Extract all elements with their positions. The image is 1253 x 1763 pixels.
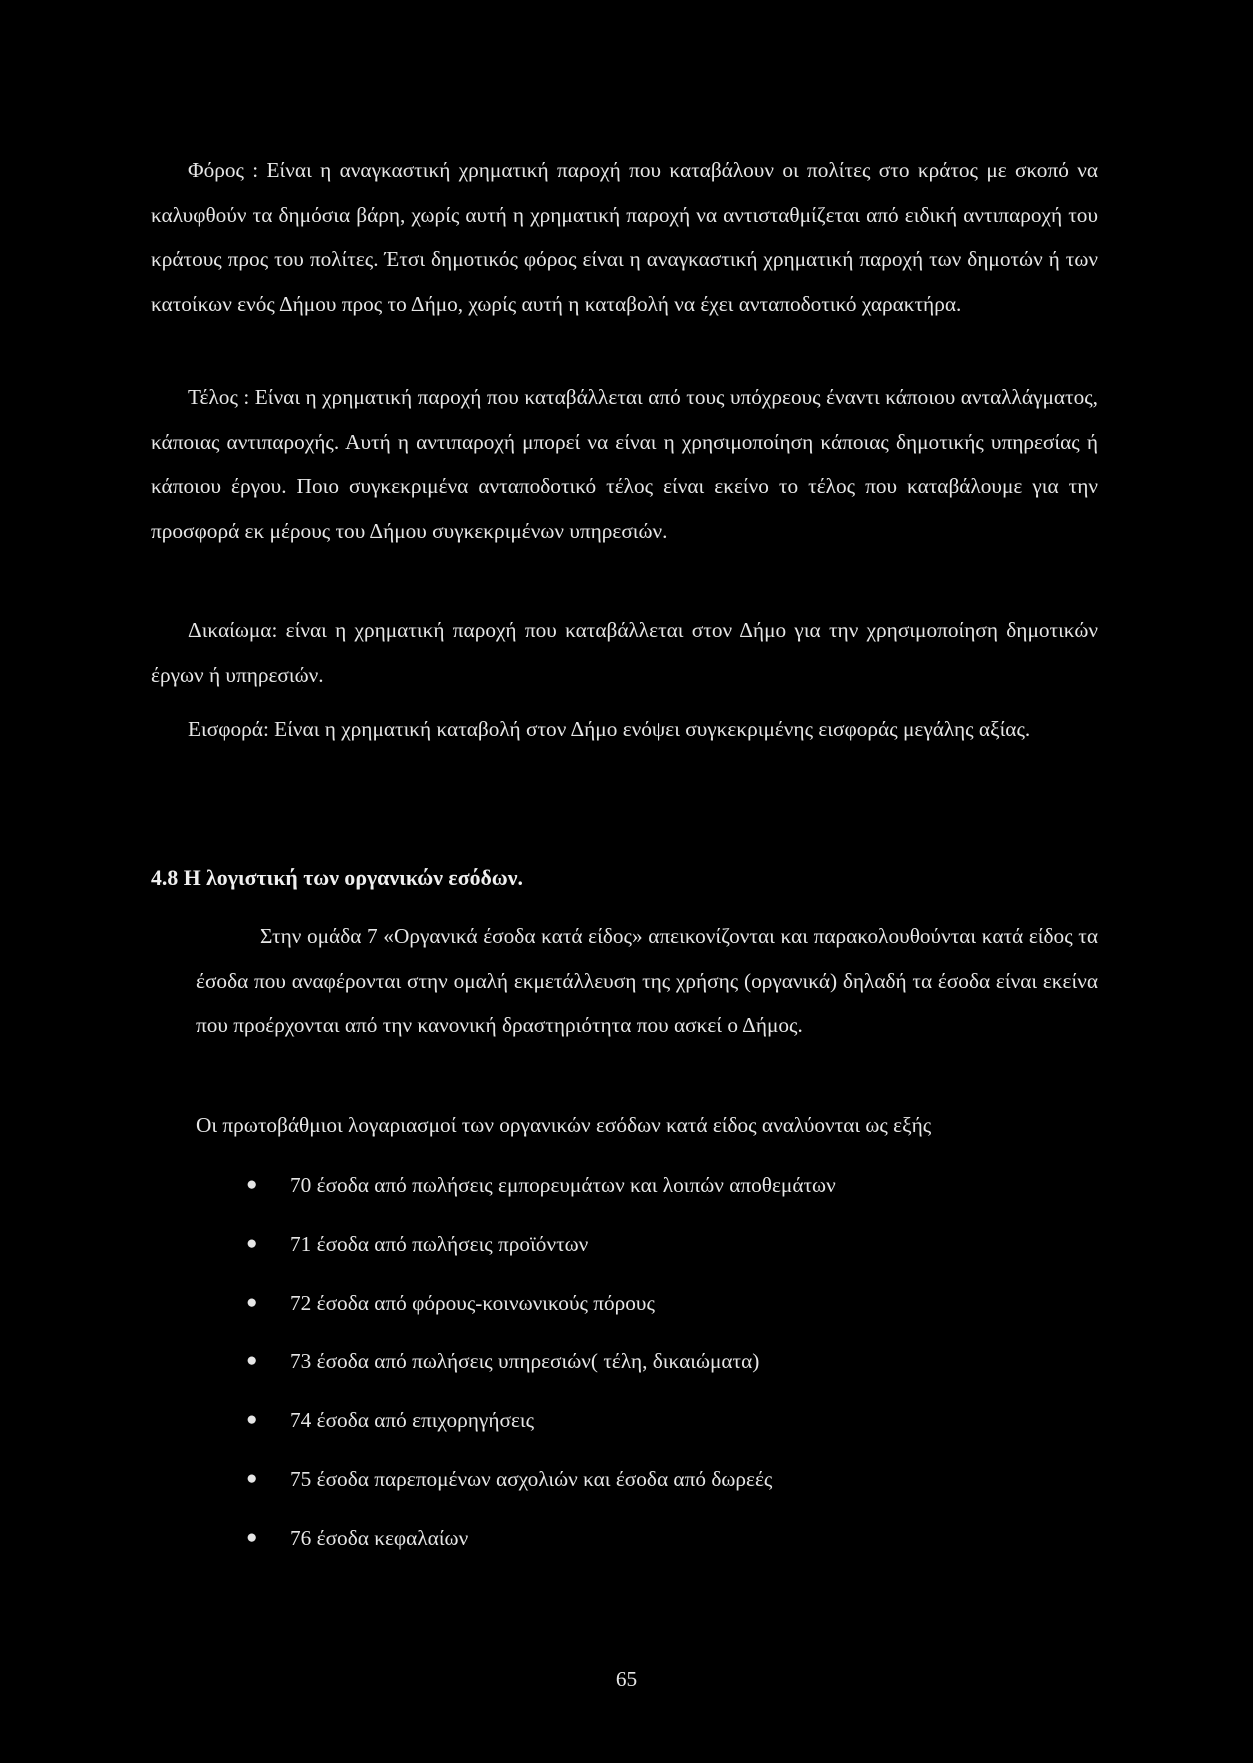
section-heading: 4.8 Η λογιστική των οργανικών εσόδων.: [151, 866, 523, 890]
paragraph-telos: Τέλος : Είναι η χρηματική παροχή που καταβάλλεται από τους υπόχρεους έναντι κάποιου ανταλλάγματος, κάποιας αντιπαροχής. Αυτή η αντιπαροχή μπορεί να είναι η χρησιμοποίηση κάποιας δημοτικής υπηρεσίας ή κάποιου έργου. Ποιο συγκεκριμένα ανταποδοτικό τέλος είναι εκείνο το τέλος που καταβάλουμε για την προσφορά εκ μέρους του Δήμου συγκεκριμένων υπηρεσιών.: [151, 385, 1098, 543]
list-item-text: 76 έσοδα κεφαλαίων: [290, 1525, 469, 1550]
paragraph-eisfora: Εισφορά: Είναι η χρηματική καταβολή στον Δήμο ενόψει συγκεκριμένης εισφοράς μεγάλης αξίας.: [188, 717, 1031, 741]
paragraph-dikaioma: Δικαίωμα: είναι η χρηματική παροχή που καταβάλλεται στον Δήμο για την χρησιμοποίηση δημοτικών έργων ή υπηρεσιών.: [151, 618, 1098, 687]
paragraph-organic-revenue: Στην ομάδα 7 «Οργανικά έσοδα κατά είδος» απεικονίζονται και παρακολουθούνται κατά είδος τα έσοδα που αναφέρονται στην ομαλή εκμετάλλευση της χρήσης (οργανικά) δηλαδή τα έσοδα είναι εκείνα που προέρχονται από την κανονική δραστηριότητα που ασκεί ο Δήμος.: [196, 924, 1098, 1037]
list-item: [246, 1170, 836, 1229]
list-item: [246, 1405, 836, 1464]
list-item: [246, 1288, 836, 1347]
list-item: [246, 1523, 836, 1582]
list-item: [246, 1464, 836, 1523]
bullet-icon: ●: [246, 1291, 258, 1313]
list-item-text: 72 έσοδα από φόρους-κοινωνικούς πόρους: [290, 1290, 655, 1315]
bullet-icon: ●: [246, 1232, 258, 1254]
bullet-icon: ●: [246, 1350, 258, 1372]
page-number: 65: [615, 1667, 638, 1691]
list-item-text: 71 έσοδα από πωλήσεις προϊόντων: [290, 1231, 589, 1256]
list-item: [246, 1346, 836, 1405]
list-item-text: 73 έσοδα από πωλήσεις υπηρεσιών( τέλη, δικαιώματα): [290, 1349, 760, 1374]
bullet-icon: ●: [246, 1526, 258, 1548]
bullet-icon: ●: [246, 1409, 258, 1431]
list-item-text: 74 έσοδα από επιχορηγήσεις: [290, 1408, 535, 1433]
list-item-text: 70 έσοδα από πωλήσεις εμπορευμάτων και λοιπών αποθεμάτων: [290, 1173, 836, 1197]
paragraph-foros: Φόρος : Είναι η αναγκαστική χρηματική παροχή που καταβάλουν οι πολίτες στο κράτος με σκοπό να καλυφθούν τα δημόσια βάρη, χωρίς αυτή η χρηματική παροχή να αντισταθμίζεται από ειδική αντιπαροχή του κράτους προς του πολίτες. Έτσι δημοτικός φόρος είναι η αναγκαστική χρηματική παροχή των δημοτών ή των κατοίκων ενός Δήμου προς το Δήμο, χωρίς αυτή η καταβολή να έχει ανταποδοτικό χαρακτήρα.: [151, 158, 1098, 316]
bullet-icon: ●: [246, 1467, 258, 1489]
list-item: [246, 1229, 836, 1288]
bullet-icon: ●: [246, 1174, 258, 1195]
account-list: [246, 1170, 836, 1582]
list-item-text: 75 έσοδα παρεπομένων ασχολιών και έσοδα από δωρεές: [290, 1466, 773, 1491]
paragraph-list-intro: Οι πρωτοβάθμιοι λογαριασμοί των οργανικών εσόδων κατά είδος αναλύονται ως εξής: [196, 1113, 932, 1137]
